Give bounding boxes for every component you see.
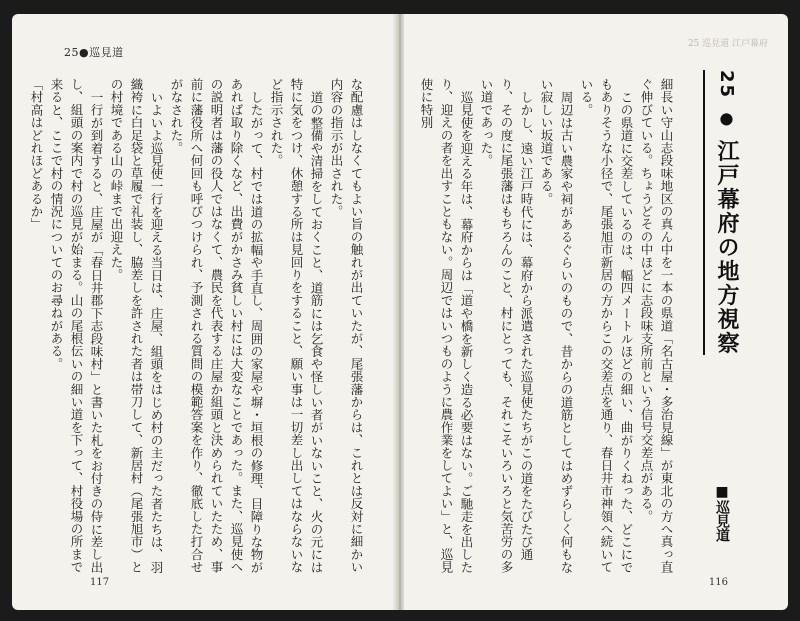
right-page bbox=[404, 14, 788, 610]
chapter-title: 江戸幕府の地方視察 bbox=[714, 139, 739, 356]
paragraph: 細長い守山志段味地区の真ん中を一本の県道「名古屋・多治見線」が東北の方へ真っ直ぐ伸びている。ちょうどその中ほどに志段味支所前という信号交差点がある。 bbox=[639, 78, 674, 574]
page-number: 117 bbox=[90, 577, 110, 588]
right-body-text bbox=[419, 78, 676, 578]
paragraph: 道の整備や清掃をしておくこと、道筋には乞食や怪しい者がいないこと、火の元には特に気をつけ、休憩する所は見回りをすること、願い事は一切差し出してはならないなど指示された。 bbox=[269, 78, 324, 574]
paragraph: この県道に交差しているのは、幅四メートルほどの細い、曲がりくねった、どこにでもありそうな小径で、尾張旭市新居の方からこの交差点を通り、春日井市神領へ続いている。 bbox=[579, 78, 634, 574]
paragraph: 周辺は古い農家や祠があるぐらいのもので、昔からの道筋としてはめずらしく何もない寂しい坂道である。 bbox=[539, 78, 574, 574]
chapter-number: 25 bbox=[716, 70, 737, 100]
bullet-icon: ● bbox=[717, 108, 736, 130]
running-head: 25●巡見道 bbox=[64, 46, 124, 59]
paragraph: な配慮はしなくてもよい旨の触れが出ていたが、尾張藩からは、これとは反対に細かい内容の指示が出された。 bbox=[329, 78, 364, 574]
left-page bbox=[12, 14, 396, 610]
page-number: 116 bbox=[708, 577, 728, 588]
paragraph: 一行が到着すると、庄屋が「春日井郡下志段味村」と書いた札をお付きの侍に差し出し、組頭の案内で村の巡見が始まる。山の尾根伝いの細い道を下って、村役場の所まで来ると、ここで村の情況についてのお尋ねがある。 bbox=[49, 78, 104, 574]
chapter-heading bbox=[703, 70, 742, 355]
paragraph: 巡見使を迎える年は、幕府からは「道や橋を新しく造る必要はない。ご馳走を出したり、迎えの者を出すこともない。周辺ではいつものように農作業をしてよい」と、巡見使に特別 bbox=[419, 78, 474, 574]
show-through-text: 25 巡見道 江戸幕府 bbox=[687, 39, 768, 49]
section-label: ■巡見道 bbox=[714, 484, 730, 542]
left-body-text bbox=[29, 78, 366, 578]
paragraph: いよいよ巡見使一行を迎える当日は、庄屋、組頭をはじめ村の主だった者たちは、羽織袴に白足袋と草履で礼装し、脇差しを許された者は帯刀して、新居村（尾張旭市）との村境である山の峠まで出迎えた。 bbox=[109, 78, 164, 574]
paragraph: しかし、遠い江戸時代には、幕府から派遣された巡見使たちがこの道をたびたび通り、その度に尾張藩はもちろんのこと、村にとっても、それこそいろいろと気苦労の多い道であった。 bbox=[479, 78, 534, 574]
paragraph: したがって、村では道の拡幅や手直し、周囲の家屋や塀・垣根の修理、目障りな物があれば取り除くなど、出費がかさみ貧しい村には大変なことであった。また、巡見使への説明者は藩の役人ではなくて、農民を代表する庄屋か組頭と決められていたため、事前に藩役所へ何回も呼びつけられ、予測される質問の模範答案を作り、徹底した打合せがなされた。 bbox=[169, 78, 264, 574]
quote: 「村高はどれほどあるか」 bbox=[29, 78, 44, 231]
